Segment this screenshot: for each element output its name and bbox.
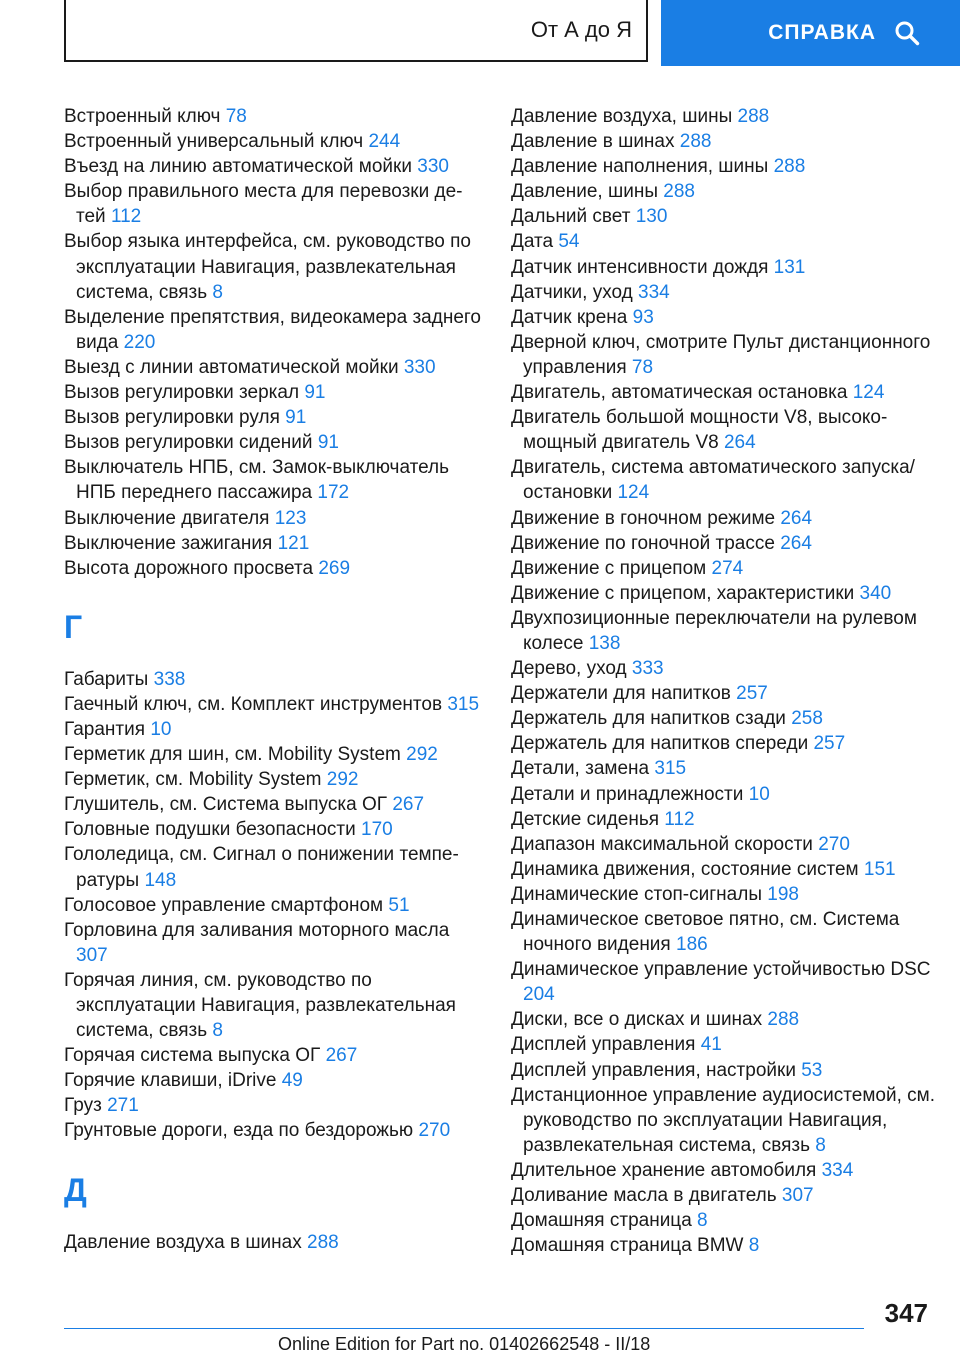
index-entry-term: Встроенный ключ: [64, 106, 221, 127]
index-entry-term: Двухпозиционные переключатели на рулевом колесе: [511, 607, 917, 654]
index-page-link[interactable]: 257: [813, 733, 846, 755]
index-page-link[interactable]: 338: [153, 668, 186, 690]
index-page-link[interactable]: 288: [663, 181, 695, 203]
search-icon[interactable]: [894, 20, 920, 46]
index-page-link[interactable]: 264: [780, 532, 812, 554]
index-page-link[interactable]: 307: [76, 944, 108, 966]
index-entry-term: Выбор правильного места для перевозки детей: [64, 181, 463, 228]
footer-edition: Online Edition for Part no. 01402662548 - II/18: [278, 1334, 651, 1354]
index-entry-term: Высота дорожного просвета: [64, 557, 314, 579]
index-entry-term: Движение в гоночном режиме: [511, 507, 776, 529]
index-entry: [511, 756, 941, 781]
index-entry-term: Вызов регулировки зеркал: [64, 382, 300, 404]
index-page-link[interactable]: 270: [818, 833, 850, 855]
index-entry-term: Въезд на линию автоматической мойки: [64, 156, 412, 178]
index-entry: [64, 305, 484, 355]
index-letter-heading: Г: [64, 608, 83, 645]
index-page-link[interactable]: 292: [406, 744, 438, 766]
index-entry-term: Двигатель большой мощности V8, высокомощный двигатель V8: [511, 407, 888, 454]
index-entry: [511, 857, 941, 882]
index-entry-term: Давление воздуха, шины: [511, 106, 733, 127]
index-entry-term: Датчик интенсивности дождя: [511, 256, 769, 278]
index-page-link[interactable]: 333: [631, 658, 664, 680]
index-page-link[interactable]: 10: [748, 783, 770, 805]
index-entry: [64, 968, 484, 1043]
index-page-link[interactable]: 112: [110, 206, 142, 228]
index-page-link[interactable]: 91: [304, 382, 326, 404]
index-entry: [511, 706, 941, 731]
index-entry: [64, 455, 484, 505]
index-entry: [511, 681, 941, 706]
index-entry-term: Держатели для напитков: [511, 683, 731, 705]
index-entry: [511, 229, 941, 254]
index-page-link[interactable]: 53: [801, 1059, 823, 1081]
tab-a-to-z[interactable]: [64, 0, 648, 62]
index-entry: [64, 667, 484, 692]
index-page-link[interactable]: 334: [821, 1159, 854, 1181]
index-entry: [511, 957, 941, 1007]
index-column-left: [64, 104, 484, 1255]
index-page-link[interactable]: 334: [638, 281, 670, 303]
index-entry: [64, 842, 484, 892]
index-entry: [511, 104, 941, 129]
index-entry-term: Выключение двигателя: [64, 507, 270, 529]
index-entry: [511, 832, 941, 857]
index-entry: [511, 531, 941, 556]
index-entry: [511, 1032, 941, 1057]
index-entry-term: Голосовое управление смартфоном: [64, 894, 384, 916]
index-entry: [511, 807, 941, 832]
index-entry: [511, 280, 941, 305]
index-entry: [511, 1233, 941, 1258]
index-entry-term: Герметик, см. Mobility System: [64, 769, 322, 791]
index-entry: [64, 380, 484, 405]
index-page-link[interactable]: 315: [654, 758, 687, 780]
index-page-link[interactable]: 8: [748, 1235, 760, 1257]
index-entry-term: Давление воздуха в шинах: [64, 1231, 302, 1253]
index-entry: [511, 1158, 941, 1183]
index-entry: [64, 531, 484, 556]
index-entry-term: Давление наполнения, шины: [511, 156, 769, 178]
index-page-link[interactable]: 269: [318, 557, 351, 579]
index-entry: [64, 717, 484, 742]
index-entry-term: Грунтовые дороги, езда по бездорожью: [64, 1120, 414, 1142]
index-page-link[interactable]: 130: [635, 206, 668, 228]
index-page-link[interactable]: 220: [123, 331, 156, 353]
index-entry: [64, 767, 484, 792]
index-page-link[interactable]: 112: [664, 808, 695, 830]
page-number: 347: [884, 1298, 928, 1328]
index-page-link[interactable]: 170: [361, 819, 393, 841]
index-entry-term: Детали и принадлежности: [511, 783, 744, 805]
index-entry: [511, 606, 941, 656]
index-entry-term: Головные подушки безопасности: [64, 819, 356, 841]
index-entry: [511, 1058, 941, 1083]
index-entry-term: Выделение препятствия, видеокамера заднего вида: [64, 306, 481, 353]
index-entry-term: Глушитель, см. Система выпуска ОГ: [64, 794, 388, 816]
index-page-link[interactable]: 91: [317, 432, 339, 454]
index-entry: [64, 405, 484, 430]
index-entry-term: Дата: [511, 231, 554, 253]
index-entry-term: Дальний свет: [511, 206, 631, 228]
index-entry: [511, 204, 941, 229]
index-entry-term: Вызов регулировки руля: [64, 407, 280, 429]
index-page-link[interactable]: 340: [859, 582, 892, 604]
index-entry: [511, 656, 941, 681]
index-entry-term: Держатель для напитков спереди: [511, 733, 809, 755]
index-page-link[interactable]: 244: [368, 131, 401, 153]
index-entry: [64, 506, 484, 531]
index-page-link[interactable]: 330: [403, 356, 436, 378]
index-entry-term: Динамическое управление устойчивостью DSC: [511, 959, 931, 981]
index-entry: [64, 154, 484, 179]
index-entry: [64, 129, 484, 154]
index-page-link[interactable]: 267: [392, 794, 425, 816]
index-page-link[interactable]: 315: [447, 693, 480, 715]
index-page-link[interactable]: 123: [274, 507, 307, 529]
index-entry: [64, 1230, 484, 1255]
index-entry: [511, 255, 941, 280]
index-page-link[interactable]: 138: [588, 632, 621, 654]
index-entry-term: Горячие клавиши, iDrive: [64, 1070, 277, 1092]
index-entry: [511, 556, 941, 581]
index-column-right: [511, 104, 941, 1258]
index-entry-term: Двигатель, система автоматического запуска/остановки: [511, 457, 915, 504]
index-page-link[interactable]: 151: [863, 858, 896, 880]
tab-help-label: СПРАВКА: [768, 21, 876, 44]
index-entry: [64, 918, 484, 968]
index-entry: [511, 405, 941, 455]
index-entry: [64, 817, 484, 842]
index-entry: [64, 893, 484, 918]
index-entry-term: Дисплей управления, настройки: [511, 1059, 796, 1081]
index-entry: [511, 154, 941, 179]
index-page-link[interactable]: 41: [700, 1034, 722, 1056]
index-entry: [511, 581, 941, 606]
index-page-link[interactable]: 271: [107, 1095, 139, 1117]
index-entry: [64, 1093, 484, 1118]
index-entry-term: Вызов регулировки сидений: [64, 432, 313, 454]
index-entry: [64, 1118, 484, 1143]
index-page-link[interactable]: 288: [773, 156, 806, 178]
index-page-link[interactable]: 131: [773, 256, 806, 278]
index-entry-term: Горячая система выпуска ОГ: [64, 1045, 321, 1067]
index-page-link[interactable]: 330: [417, 156, 449, 178]
index-page-link[interactable]: 270: [418, 1120, 451, 1142]
index-entry: [64, 229, 484, 304]
index-entry-term: Гарантия: [64, 718, 146, 740]
index-page-link[interactable]: 198: [767, 883, 799, 905]
index-entry-term: Длительное хранение автомобиля: [511, 1159, 817, 1181]
index-page-link[interactable]: 267: [325, 1045, 358, 1067]
index-entry: [64, 430, 484, 455]
index-page-link[interactable]: 10: [150, 718, 172, 740]
index-entry-term: Габариты: [64, 668, 149, 690]
index-entry-term: Выключатель НПБ, см. Замок-выключатель НПБ переднего пассажира: [64, 457, 450, 504]
index-entry-term: Держатель для напитков сзади: [511, 708, 786, 730]
index-page-link[interactable]: 54: [558, 231, 580, 253]
index-entry: [511, 1208, 941, 1233]
index-entry-term: Гололедица, см. Сигнал о понижении температуры: [64, 844, 459, 891]
index-entry-term: Динамика движения, состояние систем: [511, 858, 859, 880]
footer-divider: [64, 1328, 864, 1329]
index-entry: [64, 104, 484, 129]
index-entry: [511, 1083, 941, 1158]
tab-a-to-z-label: От А до Я: [530, 17, 632, 42]
index-page-link[interactable]: 8: [212, 1020, 223, 1042]
index-entry-term: Домашняя страница BMW: [511, 1235, 744, 1257]
index-entry: [511, 782, 941, 807]
index-entry: [64, 179, 484, 229]
index-page-link[interactable]: 172: [317, 482, 350, 504]
index-letter-heading: Д: [64, 1171, 87, 1208]
index-entry-term: Динамические стоп-сигналы: [511, 883, 762, 905]
index-entry: [64, 556, 484, 581]
index-page-link[interactable]: 292: [326, 769, 359, 791]
index-page-link[interactable]: 288: [679, 131, 712, 153]
index-page-link[interactable]: 8: [815, 1134, 826, 1156]
index-entry: [511, 731, 941, 756]
index-entry-term: Двигатель, автоматическая остановка: [511, 382, 848, 404]
index-page-link[interactable]: 288: [767, 1009, 800, 1031]
index-entry-term: Выбор языка интерфейса, см. руководство по эксплуатации Навигация, развлекательная система, связь: [64, 231, 471, 303]
index-entry-term: Герметик для шин, см. Mobility System: [64, 744, 401, 766]
index-entry-term: Датчик крена: [511, 306, 628, 328]
index-entry-term: Датчики, уход: [511, 281, 633, 303]
index-entry-term: Движение по гоночной трассе: [511, 532, 775, 554]
index-entry-term: Выезд с линии автоматической мойки: [64, 356, 399, 378]
index-page-link[interactable]: 8: [697, 1210, 708, 1232]
index-entry-term: Дистанционное управление аудиосистемой, см. руководство по эксплуатации Навигация, развлекательная система, связь: [511, 1084, 935, 1156]
index-entry: [64, 742, 484, 767]
index-entry: [511, 129, 941, 154]
index-entry: [64, 792, 484, 817]
index-entry-term: Диски, все о дисках и шинах: [511, 1009, 763, 1031]
index-entry-term: Доливание масла в двигатель: [511, 1185, 777, 1207]
index-entry-term: Детские сиденья: [511, 808, 660, 830]
index-entry-term: Давление, шины: [511, 181, 658, 203]
index-entry: [511, 882, 941, 907]
index-entry-term: Диапазон максимальной скорости: [511, 833, 813, 855]
index-page-link[interactable]: 288: [307, 1231, 339, 1253]
index-entry: [64, 692, 484, 717]
index-entry: [64, 1043, 484, 1068]
index-entry: [511, 330, 941, 380]
index-page-link[interactable]: 264: [723, 432, 756, 454]
index-page-link[interactable]: 307: [781, 1185, 814, 1207]
index-entry-term: Дисплей управления: [511, 1034, 696, 1056]
index-entry: [511, 1007, 941, 1032]
index-entry: [511, 380, 941, 405]
index-entry: [511, 455, 941, 505]
index-entry-term: Горячая линия, см. руководство по эксплуатации Навигация, развлекательная система, связь: [64, 969, 456, 1042]
index-entry: [511, 1183, 941, 1208]
index-entry: [511, 907, 941, 957]
index-entry-term: Давление в шинах: [511, 131, 675, 153]
index-page-link[interactable]: 49: [281, 1070, 303, 1092]
index-page-link[interactable]: 8: [212, 281, 223, 303]
index-entry-term: Выключение зажигания: [64, 532, 273, 554]
index-entry: [511, 179, 941, 204]
index-page-link[interactable]: 258: [791, 708, 823, 730]
index-entry-term: Движение с прицепом, характеристики: [511, 582, 855, 604]
index-entry-term: Дверной ключ, смотрите Пульт дистанционного управления: [511, 331, 931, 378]
index-page-link[interactable]: 78: [631, 356, 654, 378]
index-entry-term: Горловина для заливания моторного масла: [64, 919, 450, 941]
index-entry-term: Встроенный универсальный ключ: [64, 131, 364, 153]
index-page-link[interactable]: 51: [388, 894, 410, 916]
index-page-link[interactable]: 124: [852, 382, 885, 404]
index-entry-term: Детали, замена: [511, 758, 650, 780]
index-page-link[interactable]: 257: [736, 683, 768, 705]
index-page-link[interactable]: 288: [737, 106, 770, 127]
index-page-link[interactable]: 204: [523, 984, 555, 1006]
index-page-link[interactable]: 274: [711, 557, 744, 579]
index-entry: [64, 1068, 484, 1093]
index-page-link[interactable]: 124: [617, 482, 650, 504]
index-page-link[interactable]: 186: [676, 934, 708, 956]
index-page-link[interactable]: 91: [285, 407, 307, 429]
index-entry-term: Груз: [64, 1095, 102, 1117]
index-entry: [511, 506, 941, 531]
index-entry-term: Динамическое световое пятно, см. Система ночного видения: [511, 909, 900, 956]
index-page-link[interactable]: 121: [277, 532, 310, 554]
header: [0, 0, 960, 66]
tab-help[interactable]: [661, 0, 960, 66]
index-page-link[interactable]: 148: [144, 869, 177, 891]
index-entry-term: Движение с прицепом: [511, 557, 707, 579]
index-entry: [511, 305, 941, 330]
index-entry-term: Домашняя страница: [511, 1210, 692, 1232]
index-page-link[interactable]: 264: [780, 507, 813, 529]
index-entry-term: Дерево, уход: [511, 658, 627, 680]
index-entry-term: Гаечный ключ, см. Комплект инструментов: [64, 693, 443, 715]
index-page-link[interactable]: 78: [225, 106, 247, 127]
index-page-link[interactable]: 93: [632, 306, 654, 328]
index-entry: [64, 355, 484, 380]
